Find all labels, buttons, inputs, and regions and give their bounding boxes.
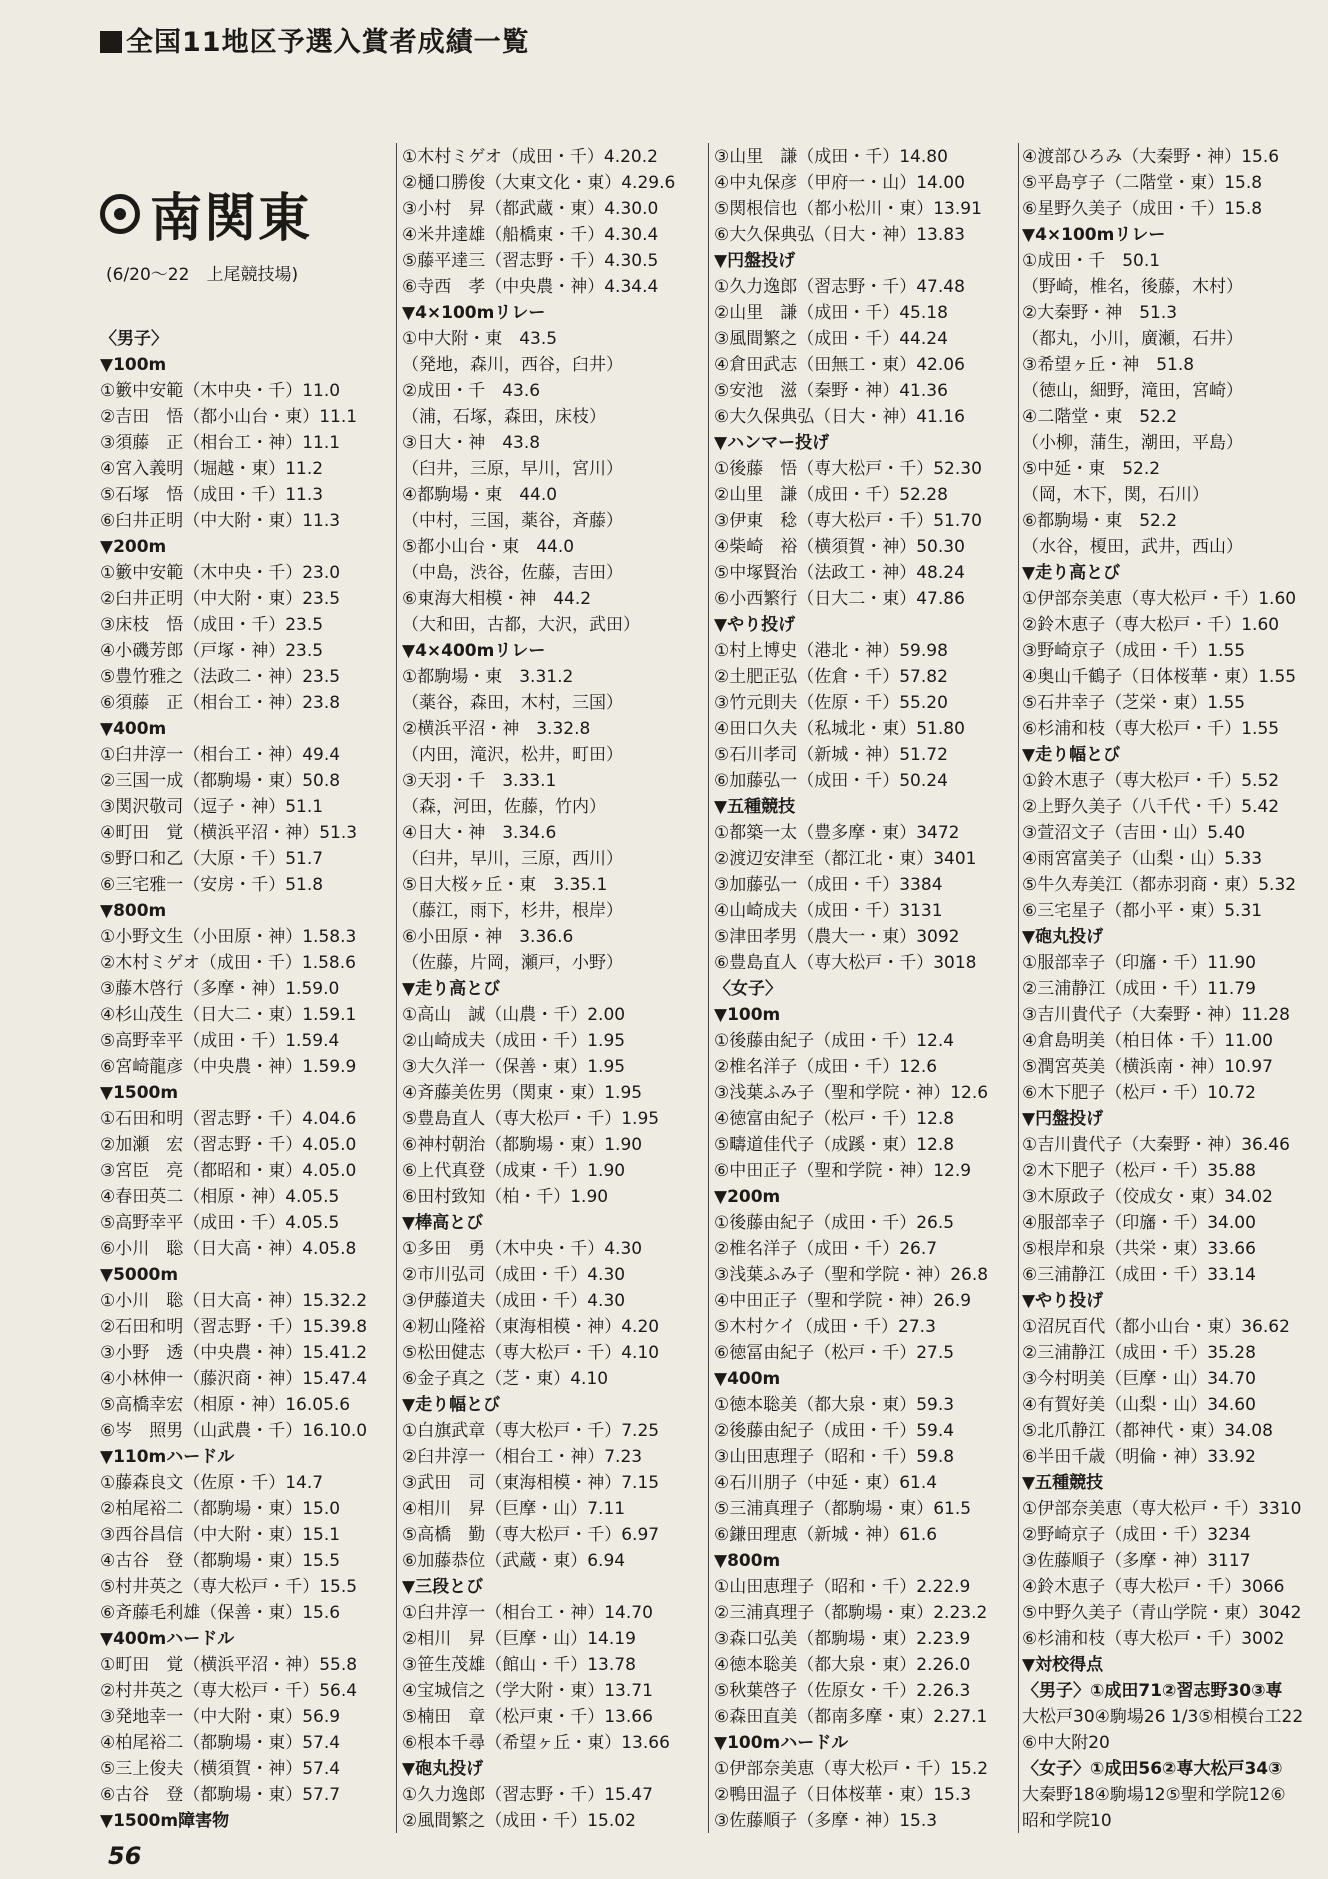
result-line: ①籔中安範（木中央・千）23.0 bbox=[100, 563, 341, 583]
result-line: （佐藤，片岡，瀬戸，小野） bbox=[402, 953, 623, 973]
result-line: ④米井達雄（船橋東・千）4.30.4 bbox=[402, 225, 659, 245]
result-line: ②三浦真理子（都駒場・東）2.23.2 bbox=[714, 1603, 988, 1623]
result-line: ②三国一成（都駒場・東）50.8 bbox=[100, 771, 341, 791]
result-line: ④杉山茂生（日大二・東）1.59.1 bbox=[100, 1005, 357, 1025]
result-line: ⑥上代真登（成東・千）1.90 bbox=[402, 1161, 626, 1181]
result-line: ④中田正子（聖和学院・神）26.9 bbox=[714, 1291, 972, 1311]
result-line: ②相川 昇（巨摩・山）14.19 bbox=[402, 1629, 636, 1649]
result-line: ②加瀬 宏（習志野・千）4.05.0 bbox=[100, 1135, 357, 1155]
result-line: ②村井英之（専大松戸・千）56.4 bbox=[100, 1681, 358, 1701]
result-line: ②椎名洋子（成田・千）12.6 bbox=[714, 1057, 938, 1077]
result-line: ②渡辺安津至（都江北・東）3401 bbox=[714, 849, 977, 869]
result-line: ⑤高野幸平（成田・千）4.05.5 bbox=[100, 1213, 340, 1233]
result-line: 大松戸30④駒場26 1/3⑤相模台工22 bbox=[1022, 1707, 1304, 1727]
result-line: ③須藤 正（相台工・神）11.1 bbox=[100, 433, 341, 453]
result-line: ①木村ミゲオ（成田・千）4.20.2 bbox=[402, 147, 658, 167]
result-line: ①小野文生（小田原・神）1.58.3 bbox=[100, 927, 357, 947]
result-line: ⑥木下肥子（松戸・千）10.72 bbox=[1022, 1083, 1256, 1103]
event-heading: ▼4×400mリレー bbox=[402, 641, 546, 661]
result-line: ①久力逸郎（習志野・千）47.48 bbox=[714, 277, 965, 297]
event-heading: ▼400mハードル bbox=[100, 1629, 235, 1649]
circled-dot-icon bbox=[100, 194, 140, 234]
result-line: ⑥森田直美（都南多摩・東）2.27.1 bbox=[714, 1707, 988, 1727]
event-heading: ▼三段とび bbox=[402, 1577, 484, 1597]
result-line: ④都駒場・東 44.0 bbox=[402, 485, 558, 505]
result-line: ④徳富由紀子（松戸・千）12.8 bbox=[714, 1109, 955, 1129]
result-line: ①村上博史（港北・神）59.98 bbox=[714, 641, 948, 661]
result-line: ④斉藤美佐男（関東・東）1.95 bbox=[402, 1083, 643, 1103]
result-line: ③伊東 稔（専大松戸・千）51.70 bbox=[714, 511, 982, 531]
result-line: ⑥杉浦和枝（専大松戸・千）1.55 bbox=[1022, 719, 1280, 739]
result-line: ④服部幸子（印旛・千）34.00 bbox=[1022, 1213, 1256, 1233]
result-line: ②風間繁之（成田・千）15.02 bbox=[402, 1811, 636, 1831]
result-line: ⑥須藤 正（相台工・神）23.8 bbox=[100, 693, 341, 713]
event-heading: ▼4×100mリレー bbox=[402, 303, 546, 323]
event-heading: ▼ハンマー投げ bbox=[714, 433, 830, 453]
result-line: ④奥山千鶴子（日体桜華・東）1.55 bbox=[1022, 667, 1297, 687]
result-line: ③風間繁之（成田・千）44.24 bbox=[714, 329, 948, 349]
result-line: （浦，石塚，森田，床枝） bbox=[402, 407, 606, 427]
result-line: （臼井，早川，三原，西川） bbox=[402, 849, 623, 869]
result-line: ②臼井淳一（相台工・神）7.23 bbox=[402, 1447, 643, 1467]
event-heading: ▼4×100mリレー bbox=[1022, 225, 1166, 245]
results-column-1 bbox=[100, 326, 390, 1834]
region-heading bbox=[100, 176, 312, 251]
result-line: ③床枝 悟（成田・千）23.5 bbox=[100, 615, 324, 635]
result-line: ②鈴木恵子（専大松戸・千）1.60 bbox=[1022, 615, 1280, 635]
result-line: ②市川弘司（成田・千）4.30 bbox=[402, 1265, 626, 1285]
event-heading: ▼100m bbox=[100, 355, 167, 375]
result-line: （大和田，古都，大沢，武田） bbox=[402, 615, 640, 635]
event-heading: ▼800m bbox=[100, 901, 167, 921]
result-line: ①都駒場・東 3.31.2 bbox=[402, 667, 574, 687]
result-line: ②大秦野・神 51.3 bbox=[1022, 303, 1178, 323]
event-heading: ▼円盤投げ bbox=[1022, 1109, 1104, 1129]
result-line: ⑤中野久美子（青山学院・東）3042 bbox=[1022, 1603, 1302, 1623]
result-line: ⑤平島亨子（二階堂・東）15.8 bbox=[1022, 173, 1263, 193]
result-line: ②木村ミゲオ（成田・千）1.58.6 bbox=[100, 953, 356, 973]
result-line: ⑥小川 聡（日大高・神）4.05.8 bbox=[100, 1239, 357, 1259]
result-line: ③佐藤順子（多摩・神）3117 bbox=[1022, 1551, 1251, 1571]
result-line: ⑥寺西 孝（中央農・神）4.34.4 bbox=[402, 277, 659, 297]
result-line: ①後藤 悟（専大松戸・千）52.30 bbox=[714, 459, 982, 479]
result-line: ②三浦静江（成田・千）11.79 bbox=[1022, 979, 1256, 999]
result-line: ①中大附・東 43.5 bbox=[402, 329, 558, 349]
result-line: ③萱沼文子（吉田・山）5.40 bbox=[1022, 823, 1246, 843]
result-line: ⑥宮崎龍彦（中央農・神）1.59.9 bbox=[100, 1057, 357, 1077]
result-line: ⑥古谷 登（都駒場・東）57.7 bbox=[100, 1785, 341, 1805]
result-line: ⑤北爪静江（都神代・東）34.08 bbox=[1022, 1421, 1273, 1441]
result-line: ③野崎京子（成田・千）1.55 bbox=[1022, 641, 1246, 661]
result-line: ②吉田 悟（都小山台・東）11.1 bbox=[100, 407, 358, 427]
result-line: ⑤津田孝男（農大一・東）3092 bbox=[714, 927, 960, 947]
result-line: （発地，森川，西谷，臼井） bbox=[402, 355, 623, 375]
result-line: ⑤三上俊夫（横須賀・神）57.4 bbox=[100, 1759, 341, 1779]
result-line: ⑤中塚賢治（法政工・神）48.24 bbox=[714, 563, 965, 583]
event-heading: ▼五種競技 bbox=[1022, 1473, 1104, 1493]
result-line: ②三浦静江（成田・千）35.28 bbox=[1022, 1343, 1256, 1363]
result-line: ④鈴木恵子（専大松戸・千）3066 bbox=[1022, 1577, 1285, 1597]
result-line: ⑤木村ケイ（成田・千）27.3 bbox=[714, 1317, 936, 1337]
result-line: ①伊部奈美恵（専大松戸・千）15.2 bbox=[714, 1759, 989, 1779]
result-line: ⑤村井英之（専大松戸・千）15.5 bbox=[100, 1577, 358, 1597]
result-line: ⑤石川孝司（新城・神）51.72 bbox=[714, 745, 948, 765]
result-line: ①白旗武章（専大松戸・千）7.25 bbox=[402, 1421, 660, 1441]
result-line: ⑥加藤恭位（武蔵・東）6.94 bbox=[402, 1551, 626, 1571]
result-line: ⑤日大桜ヶ丘・東 3.35.1 bbox=[402, 875, 608, 895]
result-line: ③天羽・千 3.33.1 bbox=[402, 771, 557, 791]
result-line: ②上野久美子（八千代・千）5.42 bbox=[1022, 797, 1280, 817]
result-line: ④倉島明美（柏日体・千）11.00 bbox=[1022, 1031, 1273, 1051]
result-line: ②山里 謙（成田・千）52.28 bbox=[714, 485, 948, 505]
meet-info: (6/20〜22 上尾競技場) bbox=[106, 265, 299, 285]
result-line: ⑤石塚 悟（成田・千）11.3 bbox=[100, 485, 324, 505]
result-line: ③浅葉ふみ子（聖和学院・神）26.8 bbox=[714, 1265, 989, 1285]
result-line: ⑥中田正子（聖和学院・神）12.9 bbox=[714, 1161, 972, 1181]
result-line: ⑥杉浦和枝（専大松戸・千）3002 bbox=[1022, 1629, 1285, 1649]
result-line: ⑤楠田 章（松戸東・千）13.66 bbox=[402, 1707, 653, 1727]
result-line: ⑤石井幸子（芝栄・東）1.55 bbox=[1022, 693, 1246, 713]
result-line: （中島，渋谷，佐藤，吉田） bbox=[402, 563, 623, 583]
result-line: ②土肥正弘（佐倉・千）57.82 bbox=[714, 667, 948, 687]
result-line: ④二階堂・東 52.2 bbox=[1022, 407, 1178, 427]
event-heading: ▼100mハードル bbox=[714, 1733, 849, 1753]
page-header bbox=[100, 20, 530, 59]
result-line: ③宮臣 亮（都昭和・東）4.05.0 bbox=[100, 1161, 357, 1181]
result-line: 昭和学院10 bbox=[1022, 1811, 1112, 1831]
result-line: ②山崎成夫（成田・千）1.95 bbox=[402, 1031, 626, 1051]
result-line: ④相川 昇（巨摩・山）7.11 bbox=[402, 1499, 626, 1519]
division-heading: 〈女子〉①成田56②専大松戸34③ bbox=[1022, 1759, 1283, 1779]
division-heading: 〈女子〉 bbox=[714, 979, 782, 999]
result-line: （岡，木下，関，石川） bbox=[1022, 485, 1209, 505]
result-line: ⑤高橋幸宏（相原・神）16.05.6 bbox=[100, 1395, 351, 1415]
result-line: ②野崎京子（成田・千）3234 bbox=[1022, 1525, 1251, 1545]
division-heading: 〈男子〉①成田71②習志野30③専 bbox=[1022, 1681, 1283, 1701]
result-line: ③今村明美（巨摩・山）34.70 bbox=[1022, 1369, 1256, 1389]
result-line: （野崎，椎名，後藤，木村） bbox=[1022, 277, 1243, 297]
result-line: ③小村 昇（都武蔵・東）4.30.0 bbox=[402, 199, 659, 219]
result-line: （小柳，蒲生，潮田，平島） bbox=[1022, 433, 1243, 453]
event-heading: ▼400m bbox=[100, 719, 167, 739]
event-heading: ▼100m bbox=[714, 1005, 781, 1025]
result-line: ⑥鎌田理恵（新城・神）61.6 bbox=[714, 1525, 938, 1545]
result-line: ②山里 謙（成田・千）45.18 bbox=[714, 303, 948, 323]
result-line: ④徳本聡美（都大泉・東）2.26.0 bbox=[714, 1655, 971, 1675]
result-line: ⑥東海大相模・神 44.2 bbox=[402, 589, 592, 609]
result-line: ④渡部ひろみ（大秦野・神）15.6 bbox=[1022, 147, 1280, 167]
result-line: ③発地幸一（中大附・東）56.9 bbox=[100, 1707, 341, 1727]
result-line: ③笹生茂雄（館山・千）13.78 bbox=[402, 1655, 636, 1675]
event-heading: ▼棒高とび bbox=[402, 1213, 484, 1233]
result-line: ⑥小西繁行（日大二・東）47.86 bbox=[714, 589, 965, 609]
result-line: ①小川 聡（日大高・神）15.32.2 bbox=[100, 1291, 368, 1311]
result-line: ①石田和明（習志野・千）4.04.6 bbox=[100, 1109, 357, 1129]
result-line: （臼井，三原，早川，宮川） bbox=[402, 459, 623, 479]
result-line: ③武田 司（東海相模・神）7.15 bbox=[402, 1473, 660, 1493]
results-column-3 bbox=[714, 144, 1016, 1834]
result-line: ②鴨田温子（日体桜華・東）15.3 bbox=[714, 1785, 972, 1805]
results-column-2 bbox=[402, 144, 704, 1834]
result-line: ④春田英二（相原・神）4.05.5 bbox=[100, 1187, 340, 1207]
result-line: ⑥根本千尋（希望ヶ丘・東）13.66 bbox=[402, 1733, 670, 1753]
result-line: （内田，滝沢，松井，町田） bbox=[402, 745, 623, 765]
division-heading: 〈男子〉 bbox=[100, 329, 168, 349]
result-line: ④宝城信之（学大附・東）13.71 bbox=[402, 1681, 653, 1701]
event-heading: ▼走り幅とび bbox=[1022, 745, 1121, 765]
result-line: ④中丸保彦（甲府一・山）14.00 bbox=[714, 173, 965, 193]
result-line: ⑥加藤弘一（成田・千）50.24 bbox=[714, 771, 948, 791]
result-line: （森，河田，佐藤，竹内） bbox=[402, 797, 606, 817]
result-line: ④柏尾裕二（都駒場・東）57.4 bbox=[100, 1733, 341, 1753]
result-line: ⑥岑 照男（山武農・千）16.10.0 bbox=[100, 1421, 368, 1441]
result-line: ③山田恵理子（昭和・千）59.8 bbox=[714, 1447, 955, 1467]
result-line: ②樋口勝俊（大東文化・東）4.29.6 bbox=[402, 173, 676, 193]
result-line: ③小野 透（中央農・神）15.41.2 bbox=[100, 1343, 368, 1363]
event-heading: ▼やり投げ bbox=[1022, 1291, 1104, 1311]
result-line: ⑤三浦真理子（都駒場・東）61.5 bbox=[714, 1499, 972, 1519]
result-line: ⑥大久保典弘（日大・神）13.83 bbox=[714, 225, 965, 245]
result-line: ⑤中延・東 52.2 bbox=[1022, 459, 1161, 479]
result-line: ③西谷昌信（中大附・東）15.1 bbox=[100, 1525, 341, 1545]
result-line: ⑥金子真之（芝・東）4.10 bbox=[402, 1369, 609, 1389]
result-line: ⑥神村朝治（都駒場・東）1.90 bbox=[402, 1135, 643, 1155]
result-line: ③加藤弘一（成田・千）3384 bbox=[714, 875, 943, 895]
result-line: ②後藤由紀子（成田・千）59.4 bbox=[714, 1421, 955, 1441]
event-heading: ▼砲丸投げ bbox=[402, 1759, 484, 1779]
result-line: ⑥徳冨由紀子（松戸・千）27.5 bbox=[714, 1343, 955, 1363]
region-title: 南関東 bbox=[150, 189, 313, 249]
result-line: ④小林伸一（藤沢商・神）15.47.4 bbox=[100, 1369, 368, 1389]
result-line: ①都築一太（豊多摩・東）3472 bbox=[714, 823, 960, 843]
result-line: ③木原政子（佼成女・東）34.02 bbox=[1022, 1187, 1273, 1207]
result-line: ⑤根岸和泉（共栄・東）33.66 bbox=[1022, 1239, 1256, 1259]
result-line: ⑤高野幸平（成田・千）1.59.4 bbox=[100, 1031, 340, 1051]
event-heading: ▼五種競技 bbox=[714, 797, 796, 817]
result-line: （徳山，細野，滝田，宮崎） bbox=[1022, 381, 1243, 401]
result-line: ④柴崎 裕（横須賀・神）50.30 bbox=[714, 537, 965, 557]
result-line: ④宮入義明（堀越・東）11.2 bbox=[100, 459, 324, 479]
result-line: ①久力逸郎（習志野・千）15.47 bbox=[402, 1785, 653, 1805]
event-heading: ▼800m bbox=[714, 1551, 781, 1571]
result-line: ④倉田武志（田無工・東）42.06 bbox=[714, 355, 965, 375]
result-line: （藤江，雨下，杉井，根岸） bbox=[402, 901, 623, 921]
result-line: ②石田和明（習志野・千）15.39.8 bbox=[100, 1317, 368, 1337]
result-line: ⑥三宅雅一（安房・千）51.8 bbox=[100, 875, 324, 895]
result-line: ④古谷 登（都駒場・東）15.5 bbox=[100, 1551, 341, 1571]
result-line: ①後藤由紀子（成田・千）12.4 bbox=[714, 1031, 955, 1051]
result-line: ④有賀好美（山梨・山）34.60 bbox=[1022, 1395, 1256, 1415]
result-line: （薬谷，森田，木村，三国） bbox=[402, 693, 623, 713]
result-line: ④籾山隆裕（東海相模・神）4.20 bbox=[402, 1317, 660, 1337]
result-line: ⑥星野久美子（成田・千）15.8 bbox=[1022, 199, 1263, 219]
result-line: ①成田・千 50.1 bbox=[1022, 251, 1161, 271]
result-line: ⑥小田原・神 3.36.6 bbox=[402, 927, 574, 947]
results-column-4 bbox=[1022, 144, 1322, 1834]
result-line: ⑤牛久寿美江（都赤羽商・東）5.32 bbox=[1022, 875, 1297, 895]
event-heading: ▼1500m bbox=[100, 1083, 179, 1103]
column-divider bbox=[396, 143, 397, 1833]
result-line: ③日大・神 43.8 bbox=[402, 433, 541, 453]
result-line: ③藤木啓行（多摩・神）1.59.0 bbox=[100, 979, 340, 999]
result-line: ③森口弘美（都駒場・東）2.23.9 bbox=[714, 1629, 971, 1649]
event-heading: ▼走り高とび bbox=[402, 979, 501, 999]
event-heading: ▼400m bbox=[714, 1369, 781, 1389]
event-heading: ▼走り幅とび bbox=[402, 1395, 501, 1415]
result-line: ⑤都小山台・東 44.0 bbox=[402, 537, 575, 557]
result-line: ⑤松田健志（専大松戸・千）4.10 bbox=[402, 1343, 660, 1363]
result-line: ①沼尻百代（都小山台・東）36.62 bbox=[1022, 1317, 1290, 1337]
result-line: ①服部幸子（印旛・千）11.90 bbox=[1022, 953, 1256, 973]
result-line: ⑤安池 滋（秦野・神）41.36 bbox=[714, 381, 948, 401]
result-line: ④町田 覚（横浜平沼・神）51.3 bbox=[100, 823, 358, 843]
result-line: ②横浜平沼・神 3.32.8 bbox=[402, 719, 591, 739]
result-line: ⑤豊島直人（専大松戸・千）1.95 bbox=[402, 1109, 660, 1129]
column-divider bbox=[708, 143, 709, 1833]
result-line: ⑤高橋 勤（専大松戸・千）6.97 bbox=[402, 1525, 660, 1545]
result-line: ⑤豊竹雅之（法政二・神）23.5 bbox=[100, 667, 341, 687]
result-line: ⑥中大附20 bbox=[1022, 1733, 1110, 1753]
result-line: ⑤秋葉啓子（佐原女・千）2.26.3 bbox=[714, 1681, 971, 1701]
result-line: ③希望ヶ丘・神 51.8 bbox=[1022, 355, 1195, 375]
result-line: ⑥豊島直人（専大松戸・千）3018 bbox=[714, 953, 977, 973]
result-line: ②木下肥子（松戸・千）35.88 bbox=[1022, 1161, 1256, 1181]
result-line: ⑤潤宮英美（横浜南・神）10.97 bbox=[1022, 1057, 1273, 1077]
result-line: ③関沢敬司（逗子・神）51.1 bbox=[100, 797, 324, 817]
result-line: ⑤関根信也（都小松川・東）13.91 bbox=[714, 199, 982, 219]
result-line: ③山里 謙（成田・千）14.80 bbox=[714, 147, 948, 167]
result-line: ②臼井正明（中大附・東）23.5 bbox=[100, 589, 341, 609]
event-heading: ▼1500m障害物 bbox=[100, 1811, 230, 1831]
header-title: 全国11地区予選入賞者成績一覧 bbox=[126, 27, 530, 58]
event-heading: ▼200m bbox=[100, 537, 167, 557]
result-line: ①藤森良文（佐原・千）14.7 bbox=[100, 1473, 324, 1493]
result-line: ④石川朋子（中延・東）61.4 bbox=[714, 1473, 938, 1493]
result-line: ⑥大久保典弘（日大・神）41.16 bbox=[714, 407, 965, 427]
result-line: ③大久洋一（保善・東）1.95 bbox=[402, 1057, 626, 1077]
result-line: （水谷，榎田，武井，西山） bbox=[1022, 537, 1243, 557]
result-line: ⑤疇道佳代子（成蹊・東）12.8 bbox=[714, 1135, 955, 1155]
result-line: ①山田恵理子（昭和・千）2.22.9 bbox=[714, 1577, 971, 1597]
result-line: ④小磯芳郎（戸塚・神）23.5 bbox=[100, 641, 324, 661]
result-line: ⑥三宅星子（都小平・東）5.31 bbox=[1022, 901, 1263, 921]
result-line: ①籔中安範（木中央・千）11.0 bbox=[100, 381, 341, 401]
event-heading: ▼200m bbox=[714, 1187, 781, 1207]
result-line: ④日大・神 3.34.6 bbox=[402, 823, 557, 843]
page-number: 56 bbox=[108, 1842, 142, 1870]
event-heading: ▼110mハードル bbox=[100, 1447, 235, 1467]
result-line: ④山崎成夫（成田・千）3131 bbox=[714, 901, 943, 921]
result-line: ①後藤由紀子（成田・千）26.5 bbox=[714, 1213, 955, 1233]
event-heading: ▼砲丸投げ bbox=[1022, 927, 1104, 947]
result-line: ③浅葉ふみ子（聖和学院・神）12.6 bbox=[714, 1083, 989, 1103]
result-line: ②成田・千 43.6 bbox=[402, 381, 541, 401]
result-line: ①伊部奈美恵（専大松戸・千）1.60 bbox=[1022, 589, 1297, 609]
event-heading: ▼5000m bbox=[100, 1265, 179, 1285]
result-line: （都丸，小川，廣瀬，石井） bbox=[1022, 329, 1243, 349]
event-heading: ▼対校得点 bbox=[1022, 1655, 1104, 1675]
result-line: ④田口久夫（私城北・東）51.80 bbox=[714, 719, 965, 739]
result-line: 大秦野18④駒場12⑤聖和学院12⑥ bbox=[1022, 1785, 1286, 1805]
result-line: ⑤野口和乙（大原・千）51.7 bbox=[100, 849, 324, 869]
event-heading: ▼円盤投げ bbox=[714, 251, 796, 271]
result-line: ①吉川貴代子（大秦野・神）36.46 bbox=[1022, 1135, 1290, 1155]
result-line: ③佐藤順子（多摩・神）15.3 bbox=[714, 1811, 938, 1831]
result-line: ⑥斉藤毛利雄（保善・東）15.6 bbox=[100, 1603, 341, 1623]
square-icon bbox=[100, 31, 122, 53]
result-line: ①徳本聡美（都大泉・東）59.3 bbox=[714, 1395, 955, 1415]
result-line: ③竹元則夫（佐原・千）55.20 bbox=[714, 693, 948, 713]
result-line: ①臼井淳一（相台工・神）14.70 bbox=[402, 1603, 653, 1623]
result-line: ①鈴木恵子（専大松戸・千）5.52 bbox=[1022, 771, 1280, 791]
result-line: ②柏尾裕二（都駒場・東）15.0 bbox=[100, 1499, 341, 1519]
result-line: ③伊藤道夫（成田・千）4.30 bbox=[402, 1291, 626, 1311]
event-heading: ▼やり投げ bbox=[714, 615, 796, 635]
result-line: （中村，三国，薬谷，斉藤） bbox=[402, 511, 623, 531]
result-line: ④雨宮富美子（山梨・山）5.33 bbox=[1022, 849, 1263, 869]
result-line: ⑥臼井正明（中大附・東）11.3 bbox=[100, 511, 341, 531]
result-line: ①町田 覚（横浜平沼・神）55.8 bbox=[100, 1655, 358, 1675]
result-line: ①臼井淳一（相台工・神）49.4 bbox=[100, 745, 341, 765]
result-line: ⑥都駒場・東 52.2 bbox=[1022, 511, 1178, 531]
result-line: ③吉川貴代子（大秦野・神）11.28 bbox=[1022, 1005, 1290, 1025]
event-heading: ▼走り高とび bbox=[1022, 563, 1121, 583]
result-line: ⑤藤平達三（習志野・千）4.30.5 bbox=[402, 251, 659, 271]
result-line: ⑥三浦静江（成田・千）33.14 bbox=[1022, 1265, 1256, 1285]
result-line: ①高山 誠（山農・千）2.00 bbox=[402, 1005, 626, 1025]
result-line: ⑥田村致知（柏・千）1.90 bbox=[402, 1187, 609, 1207]
result-line: ①伊部奈美恵（専大松戸・千）3310 bbox=[1022, 1499, 1302, 1519]
result-line: ②椎名洋子（成田・千）26.7 bbox=[714, 1239, 938, 1259]
column-divider bbox=[1018, 143, 1019, 1833]
result-line: ⑥半田千歳（明倫・神）33.92 bbox=[1022, 1447, 1256, 1467]
result-line: ①多田 勇（木中央・千）4.30 bbox=[402, 1239, 643, 1259]
